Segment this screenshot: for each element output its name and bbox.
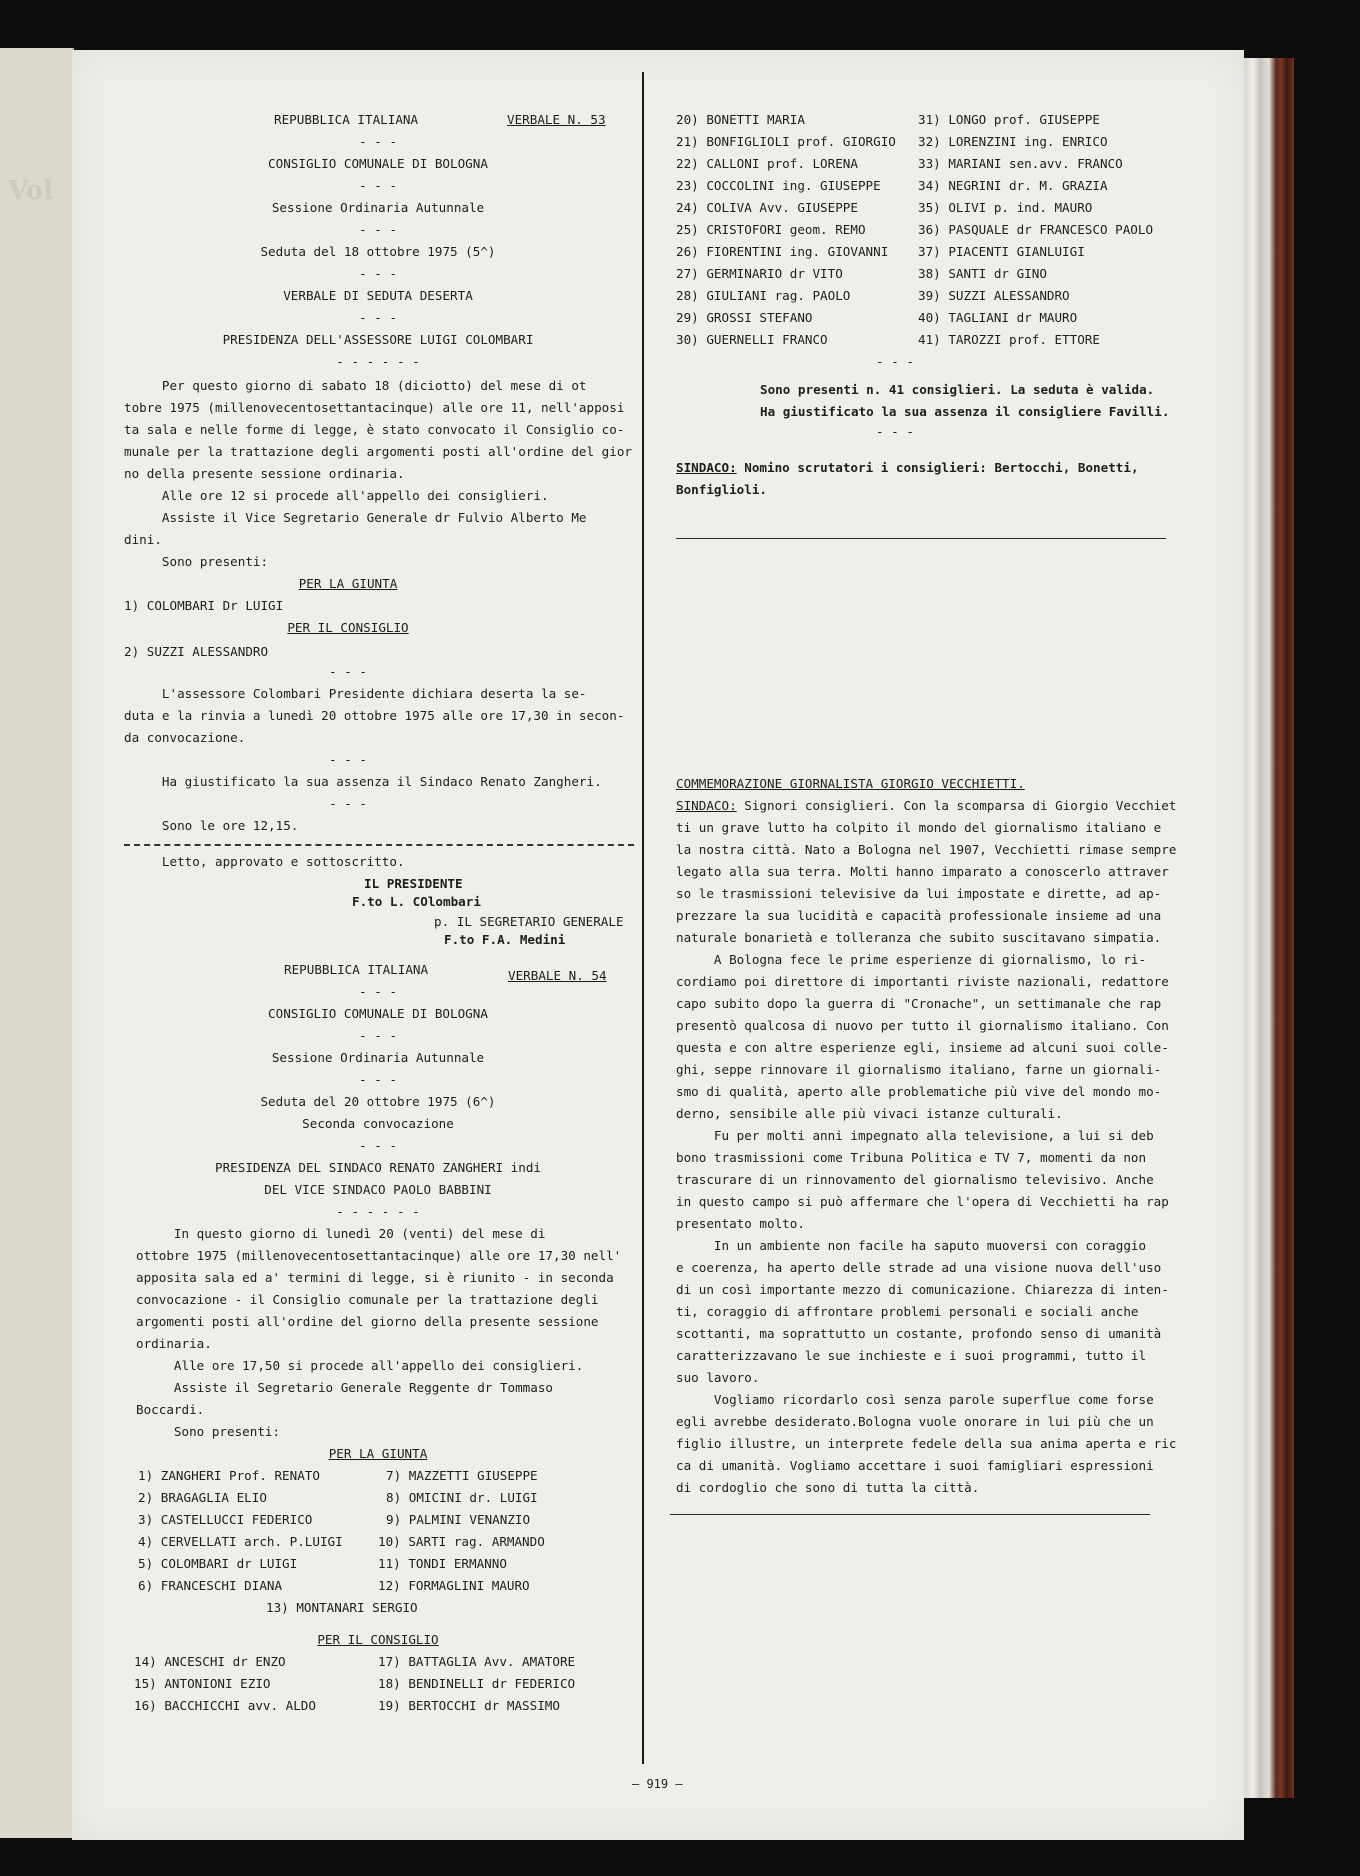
- consiglio-member: 35) OLIVI p. ind. MAURO: [918, 200, 1093, 215]
- v54-intro-line: Assiste il Segretario Generale Reggente dr Tommaso: [136, 1380, 554, 1395]
- giunta-member: 11) TONDI ERMANNO: [378, 1556, 507, 1571]
- v53-seduta: Seduta del 18 ottobre 1975 (5^): [260, 244, 496, 259]
- commemorazione-line: A Bologna fece le prime esperienze di giornalismo, lo ri-: [676, 952, 1147, 967]
- v53-deserta-line: duta e la rinvia a lunedì 20 ottobre 1975 alle ore 17,30 in secon-: [124, 708, 625, 723]
- commemorazione-line: scottanti, ma soprattutto un costante, profondo senso di umanità: [676, 1326, 1162, 1341]
- giunta-member: 9) PALMINI VENANZIO: [386, 1512, 531, 1527]
- v53-sep-5: - - -: [359, 310, 397, 325]
- commemorazione-line: [676, 798, 1176, 814]
- v53-repubblica: REPUBBLICA ITALIANA: [274, 112, 419, 127]
- consiglio-member: 30) GUERNELLI FRANCO: [676, 332, 828, 347]
- commemorazione-text: Signori consiglieri. Con la scomparsa di Giorgio Vecchiet: [736, 798, 1177, 813]
- document-page: [72, 50, 1244, 1840]
- v54-sep-2: - - -: [359, 1028, 397, 1043]
- commemorazione-line: legato alla sua terra. Molti hanno imparato a conoscerlo attraver: [676, 864, 1169, 879]
- v54-sep-3: - - -: [359, 1072, 397, 1087]
- v54-intro-line: Alle ore 17,50 si procede all'appello dei consiglieri.: [136, 1358, 584, 1373]
- v54-intro-line: ottobre 1975 (millenovecentosettantacinque) alle ore 17,30 nell': [136, 1248, 622, 1263]
- v53-sessione: Sessione Ordinaria Autunnale: [271, 200, 485, 215]
- v54-convocazione: Seconda convocazione: [302, 1116, 454, 1131]
- v54-per-giunta: PER LA GIUNTA: [328, 1446, 428, 1461]
- consiglio-member: 33) MARIANI sen.avv. FRANCO: [918, 156, 1123, 171]
- v53-sep-1: - - -: [359, 134, 397, 149]
- right-sep-1: - - -: [876, 354, 914, 369]
- v54-intro-line: In questo giorno di lunedì 20 (venti) del mese di: [136, 1226, 546, 1241]
- commemorazione-line: cordiamo poi direttore di importanti riviste nazionali, redattore: [676, 974, 1169, 989]
- v53-sep-8: - - -: [329, 796, 367, 811]
- commemorazione-line: naturale bonarietà e tolleranza che subito suscitavano simpatia.: [676, 930, 1162, 945]
- consiglio-member: 21) BONFIGLIOLI prof. GIORGIO: [676, 134, 896, 149]
- consiglio-member: 18) BENDINELLI dr FEDERICO: [378, 1676, 576, 1691]
- v53-consiglio: CONSIGLIO COMUNALE DI BOLOGNA: [268, 156, 488, 171]
- v53-tipo: VERBALE DI SEDUTA DESERTA: [283, 288, 473, 303]
- sindaco-label: SINDACO:: [676, 798, 737, 813]
- commemorazione-line: presentato molto.: [676, 1216, 805, 1231]
- v54-presidenza-2: DEL VICE SINDACO PAOLO BABBINI: [264, 1182, 492, 1197]
- v54-intro-line: argomenti posti all'ordine del giorno della presente sessione: [136, 1314, 599, 1329]
- commemorazione-line: caratterizzavano le sue inchieste e i suoi programmi, tutto il: [676, 1348, 1147, 1363]
- scrutatori-line: Bonfiglioli.: [676, 482, 767, 497]
- v54-sep-4: - - -: [359, 1138, 397, 1153]
- commemorazione-line: Vogliamo ricordarlo così senza parole superflue come forse: [676, 1392, 1154, 1407]
- v54-intro-line: Boccardi.: [136, 1402, 205, 1417]
- v53-intro-line: dini.: [124, 532, 162, 547]
- commemorazione-line: so le trasmissioni televisive da lui impostate e dirette, ad ap-: [676, 886, 1162, 901]
- commemorazione-line: presentò qualcosa di nuovo per tutto il giornalismo italiano. Con: [676, 1018, 1169, 1033]
- commemorazione-line: derno, sensibile alle più vivaci istanze culturali.: [676, 1106, 1063, 1121]
- v53-verbale-label: VERBALE N. 53: [507, 112, 606, 127]
- v54-presidenza-1: PRESIDENZA DEL SINDACO RENATO ZANGHERI indi: [214, 1160, 542, 1175]
- commemorazione-line: Fu per molti anni impegnato alla televisione, a lui si deb: [676, 1128, 1154, 1143]
- column-divider: [642, 72, 644, 1764]
- giunta-member: 6) FRANCESCHI DIANA: [138, 1578, 283, 1593]
- v54-seduta: Seduta del 20 ottobre 1975 (6^): [260, 1094, 496, 1109]
- commemorazione-line: la nostra città. Nato a Bologna nel 1907, Vecchietti rimase sempre: [676, 842, 1177, 857]
- v53-intro-line: tobre 1975 (millenovecentosettantacinque) alle ore 11, nell'apposi: [124, 400, 625, 415]
- v53-sep-2: - - -: [359, 178, 397, 193]
- v53-sep-3: - - -: [359, 222, 397, 237]
- v53-intro-line: Per questo giorno di sabato 18 (diciotto) del mese di ot: [124, 378, 587, 393]
- right-sep-2: - - -: [876, 424, 914, 439]
- v54-consiglio: CONSIGLIO COMUNALE DI BOLOGNA: [268, 1006, 488, 1021]
- commemorazione-line: ca di umanità. Vogliamo accettare i suoi famigliari espressioni: [676, 1458, 1154, 1473]
- consiglio-member: 26) FIORENTINI ing. GIOVANNI: [676, 244, 889, 259]
- consiglio-member: 19) BERTOCCHI dr MASSIMO: [378, 1698, 560, 1713]
- v53-deserta-line: L'assessore Colombari Presidente dichiara deserta la se-: [124, 686, 587, 701]
- v53-ore: Sono le ore 12,15.: [124, 818, 299, 833]
- v53-intro-line: ta sala e nelle forme di legge, è stato convocato il Consiglio co-: [124, 422, 625, 437]
- section-rule: [676, 538, 1166, 539]
- v53-giustificato: Ha giustificato la sua assenza il Sindaco Renato Zangheri.: [124, 774, 602, 789]
- v53-presidenza: PRESIDENZA DELL'ASSESSORE LUIGI COLOMBARI: [222, 332, 534, 347]
- giunta-member: 7) MAZZETTI GIUSEPPE: [386, 1468, 538, 1483]
- giunta-member: 1) ZANGHERI Prof. RENATO: [138, 1468, 320, 1483]
- v53-sep-6: - - -: [329, 664, 367, 679]
- consiglio-member: 39) SUZZI ALESSANDRO: [918, 288, 1070, 303]
- commemorazione-line: e coerenza, ha aperto delle strade ad una visione nuova dell'uso: [676, 1260, 1162, 1275]
- commemorazione-line: ghi, seppe rinnovare il giornalismo italiano, farne un giornali-: [676, 1062, 1162, 1077]
- giunta-member: 4) CERVELLATI arch. P.LUIGI: [138, 1534, 343, 1549]
- presenti-line: Sono presenti n. 41 consiglieri. La seduta è valida.: [760, 382, 1155, 397]
- v53-per-giunta: PER LA GIUNTA: [298, 576, 398, 591]
- v53-sep-4: - - -: [359, 266, 397, 281]
- v53-segretario-title: p. IL SEGRETARIO GENERALE: [434, 914, 624, 929]
- v54-sep-1: - - -: [359, 984, 397, 999]
- v54-verbale-number: [508, 968, 607, 984]
- commemorazione-line: egli avrebbe desiderato.Bologna vuole onorare in lui più che un: [676, 1414, 1154, 1429]
- giunta-member: 2) BRAGAGLIA ELIO: [138, 1490, 267, 1505]
- v53-deserta-line: da convocazione.: [124, 730, 246, 745]
- consiglio-member: 27) GERMINARIO dr VITO: [676, 266, 843, 281]
- v53-presidente-name: F.to L. COlombari: [352, 894, 481, 909]
- giunta-member: 8) OMICINI dr. LUIGI: [386, 1490, 538, 1505]
- v53-segretario-name: F.to F.A. Medini: [444, 932, 566, 947]
- left-page-strip: [0, 48, 74, 1838]
- page-number: – 919 –: [632, 1777, 683, 1791]
- giunta-member: 5) COLOMBARI dr LUIGI: [138, 1556, 298, 1571]
- v53-intro-line: Alle ore 12 si procede all'appello dei consiglieri.: [124, 488, 549, 503]
- commemorazione-line: questa e con altre esperienze egli, insieme ad alcuni suoi colle-: [676, 1040, 1169, 1055]
- giunta-member: 3) CASTELLUCCI FEDERICO: [138, 1512, 313, 1527]
- consiglio-member: 31) LONGO prof. GIUSEPPE: [918, 112, 1100, 127]
- commemorazione-line: capo subito dopo la guerra di "Cronache", un settimanale che rap: [676, 996, 1162, 1011]
- commemorazione-line: in questo campo si può affermare che l'opera di Vecchietti ha rap: [676, 1194, 1169, 1209]
- consiglio-member: 23) COCCOLINI ing. GIUSEPPE: [676, 178, 881, 193]
- commemorazione-line: di un così importante mezzo di comunicazione. Chiarezza di inten-: [676, 1282, 1169, 1297]
- v53-giunta-member: 1) COLOMBARI Dr LUIGI: [124, 598, 284, 613]
- v53-intro-line: munale per la trattazione degli argomenti posti all'ordine del gior: [124, 444, 632, 459]
- scrutatori-text: Nomino scrutatori i consiglieri: Bertocchi, Bonetti,: [736, 460, 1139, 475]
- v53-intro-line: Assiste il Vice Segretario Generale dr Fulvio Alberto Me: [124, 510, 587, 525]
- v54-per-consiglio: PER IL CONSIGLIO: [317, 1632, 439, 1647]
- commemorazione-line: di cordoglio che sono di tutta la città.: [676, 1480, 980, 1495]
- commemorazione-line: trascurare di un rinnovamento del giornalismo televisivo. Anche: [676, 1172, 1154, 1187]
- commemorazione-line: smo di qualità, aperto alle problematiche più vive del mondo mo-: [676, 1084, 1162, 1099]
- v53-sep-7: - - -: [329, 752, 367, 767]
- consiglio-member: 20) BONETTI MARIA: [676, 112, 805, 127]
- consiglio-member: 41) TAROZZI prof. ETTORE: [918, 332, 1100, 347]
- commemorazione-title: COMMEMORAZIONE GIORNALISTA GIORGIO VECCHIETTI.: [676, 776, 1025, 791]
- v53-consiglio-member: 2) SUZZI ALESSANDRO: [124, 644, 269, 659]
- consiglio-member: 15) ANTONIONI EZIO: [134, 1676, 271, 1691]
- giustificato-line: Ha giustificato la sua assenza il consigliere Favilli.: [760, 404, 1170, 419]
- commemorazione-line: bono trasmissioni come Tribuna Politica e TV 7, momenti da non: [676, 1150, 1147, 1165]
- v53-letto: Letto, approvato e sottoscritto.: [124, 854, 405, 869]
- commemorazione-line: ti un grave lutto ha colpito il mondo del giornalismo italiano e: [676, 820, 1162, 835]
- v53-sep-long: - - - - - -: [336, 354, 420, 369]
- v54-intro-line: ordinaria.: [136, 1336, 212, 1351]
- v54-intro-line: apposita sala ed a' termini di legge, si è riunito - in seconda: [136, 1270, 614, 1285]
- volume-mark: Vol: [8, 176, 54, 206]
- v54-intro-line: convocazione - il Consiglio comunale per la trattazione degli: [136, 1292, 599, 1307]
- consiglio-member: 37) PIACENTI GIANLUIGI: [918, 244, 1085, 259]
- consiglio-member: 32) LORENZINI ing. ENRICO: [918, 134, 1108, 149]
- commemorazione-line: prezzare la sua lucidità e capacità professionale insieme ad una: [676, 908, 1162, 923]
- commemorazione-line: suo lavoro.: [676, 1370, 760, 1385]
- consiglio-member: 34) NEGRINI dr. M. GRAZIA: [918, 178, 1108, 193]
- consiglio-member: 14) ANCESCHI dr ENZO: [134, 1654, 286, 1669]
- giunta-member: 10) SARTI rag. ARMANDO: [378, 1534, 545, 1549]
- v53-verbale-number: [507, 112, 606, 128]
- consiglio-member: 25) CRISTOFORI geom. REMO: [676, 222, 866, 237]
- consiglio-member: 22) CALLONI prof. LORENA: [676, 156, 858, 171]
- v53-presidente-title: IL PRESIDENTE: [364, 876, 463, 891]
- giunta-member: 12) FORMAGLINI MAURO: [378, 1578, 530, 1593]
- giunta-member: 13) MONTANARI SERGIO: [266, 1600, 418, 1615]
- consiglio-member: 29) GROSSI STEFANO: [676, 310, 813, 325]
- sindaco-label: SINDACO:: [676, 460, 737, 475]
- v53-intro-line: Sono presenti:: [124, 554, 269, 569]
- section-dashed-rule: [124, 844, 634, 846]
- consiglio-member: 24) COLIVA Avv. GIUSEPPE: [676, 200, 858, 215]
- v53-intro-line: no della presente sessione ordinaria.: [124, 466, 405, 481]
- v53-per-consiglio: PER IL CONSIGLIO: [287, 620, 409, 635]
- v54-verbale-label: VERBALE N. 54: [508, 968, 607, 983]
- section-rule: [670, 1514, 1150, 1515]
- book-edge: [1244, 58, 1294, 1798]
- consiglio-member: 16) BACCHICCHI avv. ALDO: [134, 1698, 316, 1713]
- commemorazione-line: In un ambiente non facile ha saputo muoversi con coraggio: [676, 1238, 1147, 1253]
- scrutatori-line: [676, 460, 1139, 476]
- v54-repubblica: REPUBBLICA ITALIANA: [284, 962, 429, 977]
- v54-sessione: Sessione Ordinaria Autunnale: [271, 1050, 485, 1065]
- v54-sep-long: - - - - - -: [336, 1204, 420, 1219]
- consiglio-member: 38) SANTI dr GINO: [918, 266, 1047, 281]
- consiglio-member: 36) PASQUALE dr FRANCESCO PAOLO: [918, 222, 1154, 237]
- consiglio-member: 17) BATTAGLIA Avv. AMATORE: [378, 1654, 576, 1669]
- commemorazione-line: figlio illustre, un interprete fedele della sua anima aperta e ric: [676, 1436, 1177, 1451]
- commemorazione-line: ti, coraggio di affrontare problemi personali e sociali anche: [676, 1304, 1139, 1319]
- v54-intro-line: Sono presenti:: [136, 1424, 281, 1439]
- consiglio-member: 28) GIULIANI rag. PAOLO: [676, 288, 851, 303]
- consiglio-member: 40) TAGLIANI dr MAURO: [918, 310, 1078, 325]
